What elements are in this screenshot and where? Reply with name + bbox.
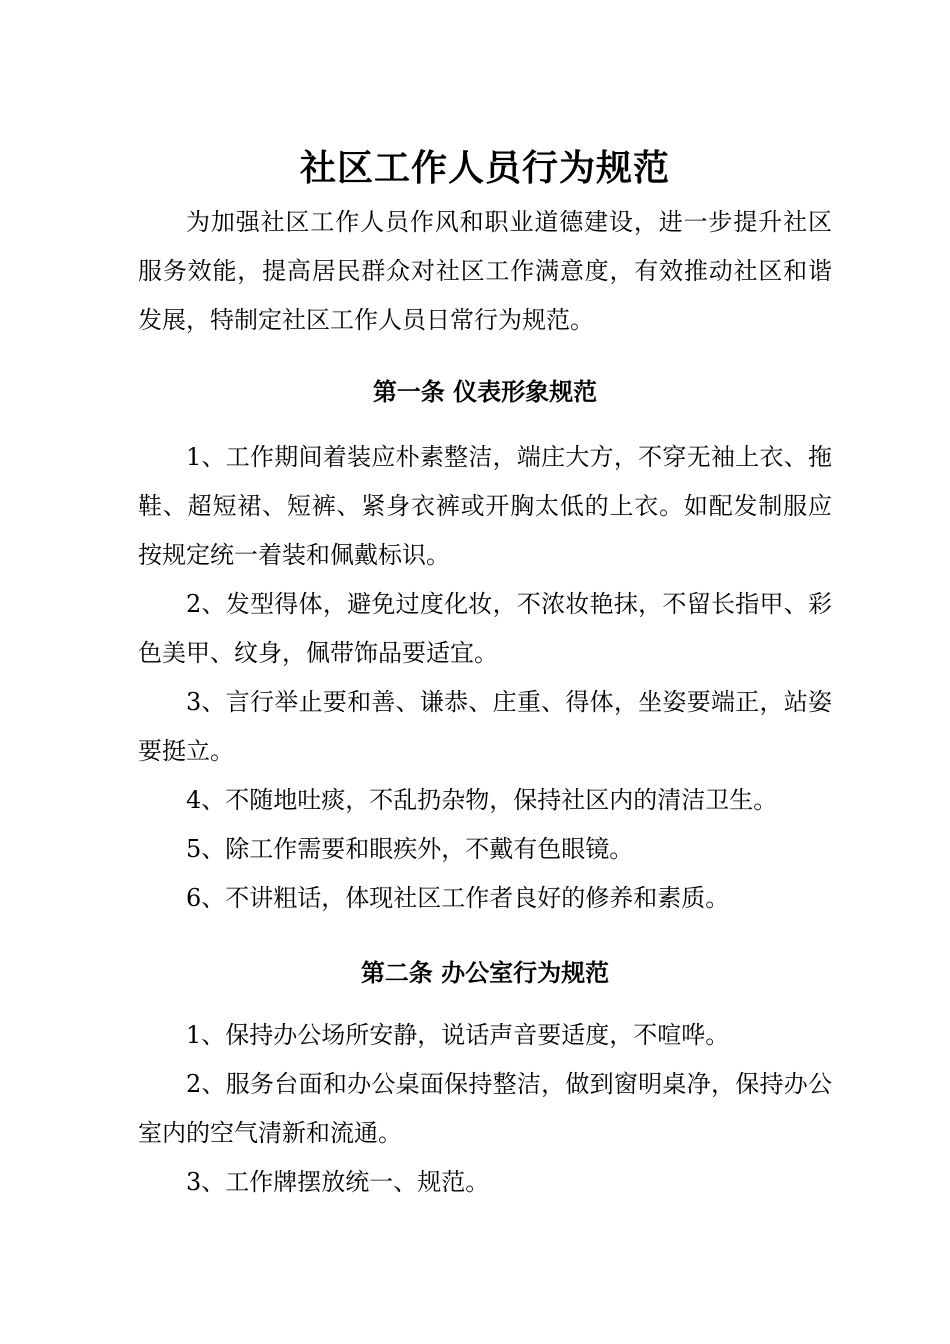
section-1-item-4: 4、不随地吐痰，不乱扔杂物，保持社区内的清洁卫生。: [186, 786, 778, 814]
section-1-item-3: 3、言行举止要和善、谦恭、庄重、得体，坐姿要端正，站姿要挺立。: [138, 688, 832, 765]
section-1-item-6: 6、不讲粗话，体现社区工作者良好的修养和素质。: [186, 884, 730, 912]
document-page: [138, 144, 832, 1207]
section-heading-2: 第二条 办公室行为规范: [360, 958, 610, 987]
intro-paragraph: 为加强社区工作人员作风和职业道德建设，进一步提升社区服务效能，提高居民群众对社区工作满意度，有效推动社区和谐发展，特制定社区工作人员日常行为规范。: [138, 208, 832, 334]
document-title: 社区工作人员行为规范: [299, 147, 670, 189]
section-heading-1: 第一条 仪表形象规范: [372, 377, 598, 406]
section-1-item-5: 5、除工作需要和眼疾外，不戴有色眼镜。: [186, 835, 634, 863]
section-1-item-1: 1、工作期间着装应朴素整洁，端庄大方，不穿无袖上衣、拖鞋、超短裙、短裤、紧身衣裤或开胸太低的上衣。如配发制服应按规定统一着装和佩戴标识。: [138, 443, 832, 569]
section-2-item-2: 2、服务台面和办公桌面保持整洁，做到窗明桌净，保持办公室内的空气清新和流通。: [138, 1070, 832, 1147]
section-2-item-3: 3、工作牌摆放统一、规范。: [186, 1168, 490, 1196]
section-2-item-1: 1、保持办公场所安静，说话声音要适度，不喧哗。: [186, 1021, 730, 1049]
section-1-item-2: 2、发型得体，避免过度化妆，不浓妆艳抹，不留长指甲、彩色美甲、纹身，佩带饰品要适宜。: [138, 590, 832, 667]
